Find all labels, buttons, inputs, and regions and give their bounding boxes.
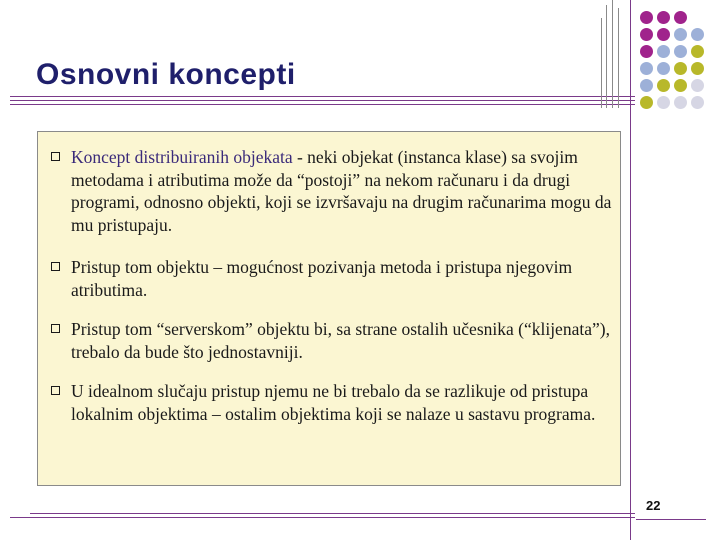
dot [657,96,670,109]
slide-title: Osnovni koncepti [36,58,296,91]
title-rule-2 [10,100,635,101]
dot [657,28,670,41]
dot [640,79,653,92]
title-rule-1 [10,96,635,97]
dot [657,45,670,58]
bullet-square-icon [51,152,60,161]
vertical-rule-4 [618,8,619,108]
vertical-rule-3 [612,0,613,108]
footer-rule-1 [30,513,635,514]
bullet-body: U idealnom slučaju pristup njemu ne bi trebalo da se razlikuje od pristupa lokalnim objektima – ostalim objektima koji se nalaze u sastavu programa. [71,381,596,424]
bullet-text [71,318,616,363]
bullet-text [71,256,616,301]
bullet-body: Pristup tom objektu – mogućnost pozivanja metoda i pristupa njegovim atributima. [71,257,573,300]
dot [640,62,653,75]
bullet-square-icon [51,324,60,333]
bullet-square-icon [51,262,60,271]
dot [640,96,653,109]
decorative-dot-grid [640,11,712,115]
footer-rule-2 [10,517,635,518]
vertical-rule-2 [606,5,607,108]
bullet-body: - neki objekat (instanca klase) sa svojim metodama i atributima može da “postoji” na nekom računaru i da drugi programi, odnosno objekti, koji se izvršavaju na drugim računarima mogu da mu pristupaju. [71,147,612,235]
bullet-text [71,380,616,425]
dot [674,11,687,24]
bullet-body: Pristup tom “serverskom” objektu bi, sa strane ostalih učesnika (“klijenata”), trebalo da bude što jednostavniji. [71,319,610,362]
dot [674,28,687,41]
bullet-highlight: Koncept distribuiranih objekata [71,147,293,167]
dot [674,62,687,75]
dot [691,62,704,75]
dot [691,79,704,92]
page-number: 22 [646,498,661,513]
footer-rule-3 [636,519,706,520]
dot [640,11,653,24]
dot [657,11,670,24]
dot [674,45,687,58]
dot [640,28,653,41]
dot [691,96,704,109]
dot [674,96,687,109]
dot [657,62,670,75]
vertical-rule-1 [601,18,602,108]
dot [691,28,704,41]
bullet-text [71,146,616,236]
dot [657,79,670,92]
dot [640,45,653,58]
content-box [37,131,621,486]
dot [674,79,687,92]
vertical-rule-5 [630,0,631,540]
bullet-square-icon [51,386,60,395]
dot [691,45,704,58]
title-rule-3 [10,104,635,105]
